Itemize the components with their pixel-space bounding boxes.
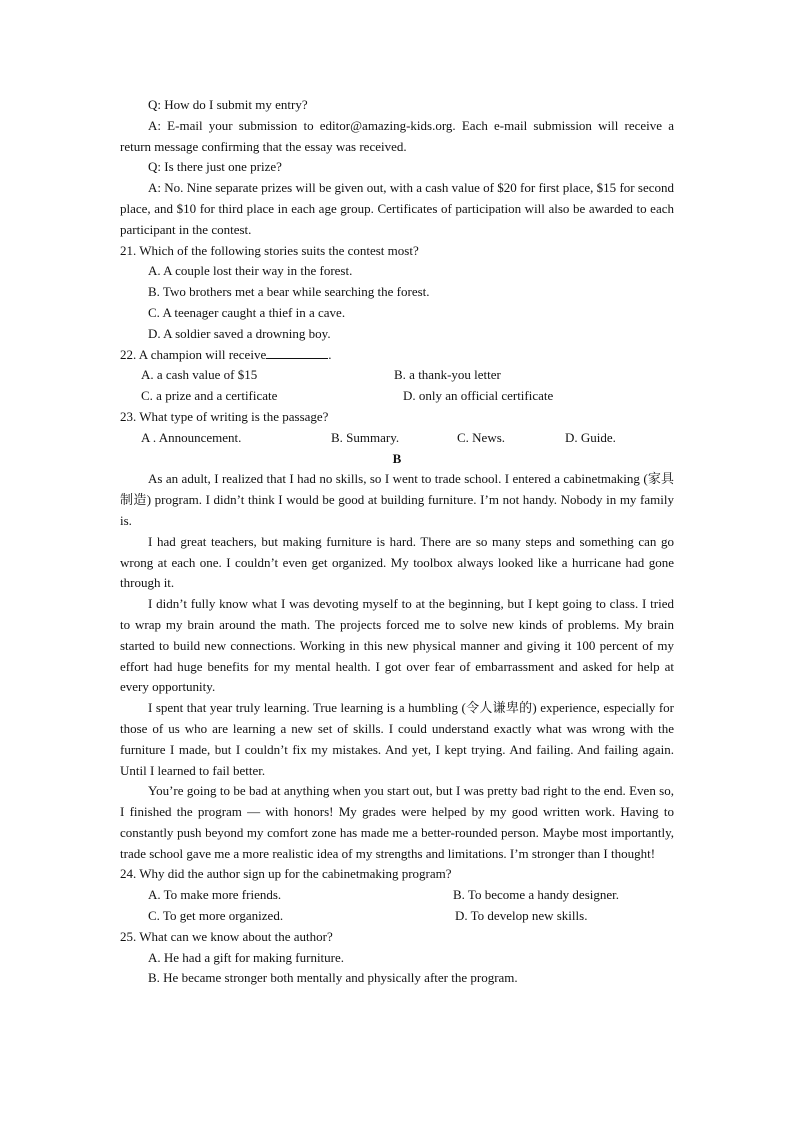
question-22-options-row-2 <box>120 386 674 407</box>
question-22-text: 22. A champion will receive <box>120 346 267 362</box>
question-22-option-c: C. a prize and a certificate <box>141 388 278 404</box>
faq-question-1: Q: How do I submit my entry? <box>148 97 308 112</box>
question-23-option-d: D. Guide. <box>565 429 616 445</box>
page-content <box>120 95 674 989</box>
question-22-option-b: B. a thank-you letter <box>394 367 501 383</box>
question-24-option-a: A. To make more friends. <box>148 887 282 903</box>
passage-b-paragraph-5: You’re going to be bad at anything when you start out, but I was pretty bad right to the end. Even so, I finished the program — with honors! My grades were helped by my good written work. Having to constantly push beyond my comfort zone has made me a better-rounded person. Maybe most importantly, trade school gave me a more realistic idea of my strengths and limitations. I’m stronger than I thought! <box>120 783 674 861</box>
question-23-stem: 23. What type of writing is the passage? <box>120 408 329 424</box>
section-b-heading: B <box>392 450 402 466</box>
faq-question-2: Q: Is there just one prize? <box>148 159 282 175</box>
question-21-option-b: B. Two brothers met a bear while searching the forest. <box>148 284 430 300</box>
passage-b-paragraph-1: As an adult, I realized that I had no skills, so I went to trade school. I entered a cabinetmaking (家具制造) program. I didn’t think I would be good at building furniture. I’m not handy. Nobody in my family is. <box>120 471 674 528</box>
passage-b-paragraph-3: I didn’t fully know what I was devoting myself to at the beginning, but I kept going to class. I tried to wrap my brain around the math. The projects forced me to solve new kinds of problems. My brain started to build new connections. Working in this new physical manner and giving it 100 percent of my effort had huge benefits for my mental health. I got over fear of embarrassment and asked for help at every opportunity. <box>120 596 674 695</box>
question-23-option-b: B. Summary. <box>331 429 400 445</box>
question-21-stem: 21. Which of the following stories suits the contest most? <box>120 242 419 258</box>
answer-blank <box>266 345 328 359</box>
question-24-stem: 24. Why did the author sign up for the cabinetmaking program? <box>120 866 452 882</box>
question-24-option-b: B. To become a handy designer. <box>453 887 620 903</box>
faq-answer-1: A: E-mail your submission to editor@amazing-kids.org. Each e-mail submission will receive a return message confirming that the essay was received. <box>120 117 674 154</box>
question-23-option-c: C. News. <box>457 429 506 445</box>
question-21-option-a: A. A couple lost their way in the forest. <box>148 263 353 279</box>
question-21-option-d: D. A soldier saved a drowning boy. <box>148 325 331 341</box>
question-25-stem: 25. What can we know about the author? <box>120 928 333 944</box>
question-24-option-c: C. To get more organized. <box>148 908 284 924</box>
faq-answer-2: A: No. Nine separate prizes will be given out, with a cash value of $20 for first place, $15 for second place, and $10 for third place in each age group. Certificates of participation will also be awarded to each participant in the contest. <box>120 180 674 237</box>
passage-b-paragraph-4: I spent that year truly learning. True learning is a humbling (令人谦卑的) experience, especially for those of us who are learning a new set of skills. I could understand exactly what was wrong with the furniture I made, but I couldn’t fix my mistakes. And yet, I kept trying. And failing. And failing again. Until I learned to fail better. <box>120 700 674 778</box>
question-21-option-c: C. A teenager caught a thief in a cave. <box>148 304 346 320</box>
question-24-options-row-1 <box>120 885 674 906</box>
question-22-option-a: A. a cash value of $15 <box>141 367 258 383</box>
question-23-options-row <box>120 428 674 449</box>
question-24-options-row-2 <box>120 906 674 927</box>
question-25-option-b: B. He became stronger both mentally and physically after the program. <box>148 970 518 986</box>
question-23-option-a: A . Announcement. <box>141 429 242 445</box>
question-25-option-a: A. He had a gift for making furniture. <box>148 949 345 965</box>
question-22-options-row-1 <box>120 365 674 386</box>
passage-b-paragraph-2: I had great teachers, but making furniture is hard. There are so many steps and something can go wrong at each one. I couldn’t even get organized. My toolbox always looked like a hurricane had gone through it. <box>120 533 674 591</box>
question-22-period: . <box>328 346 332 362</box>
question-24-option-d: D. To develop new skills. <box>455 908 588 924</box>
question-22-option-d: D. only an official certificate <box>403 388 554 404</box>
question-22-stem <box>120 345 674 366</box>
